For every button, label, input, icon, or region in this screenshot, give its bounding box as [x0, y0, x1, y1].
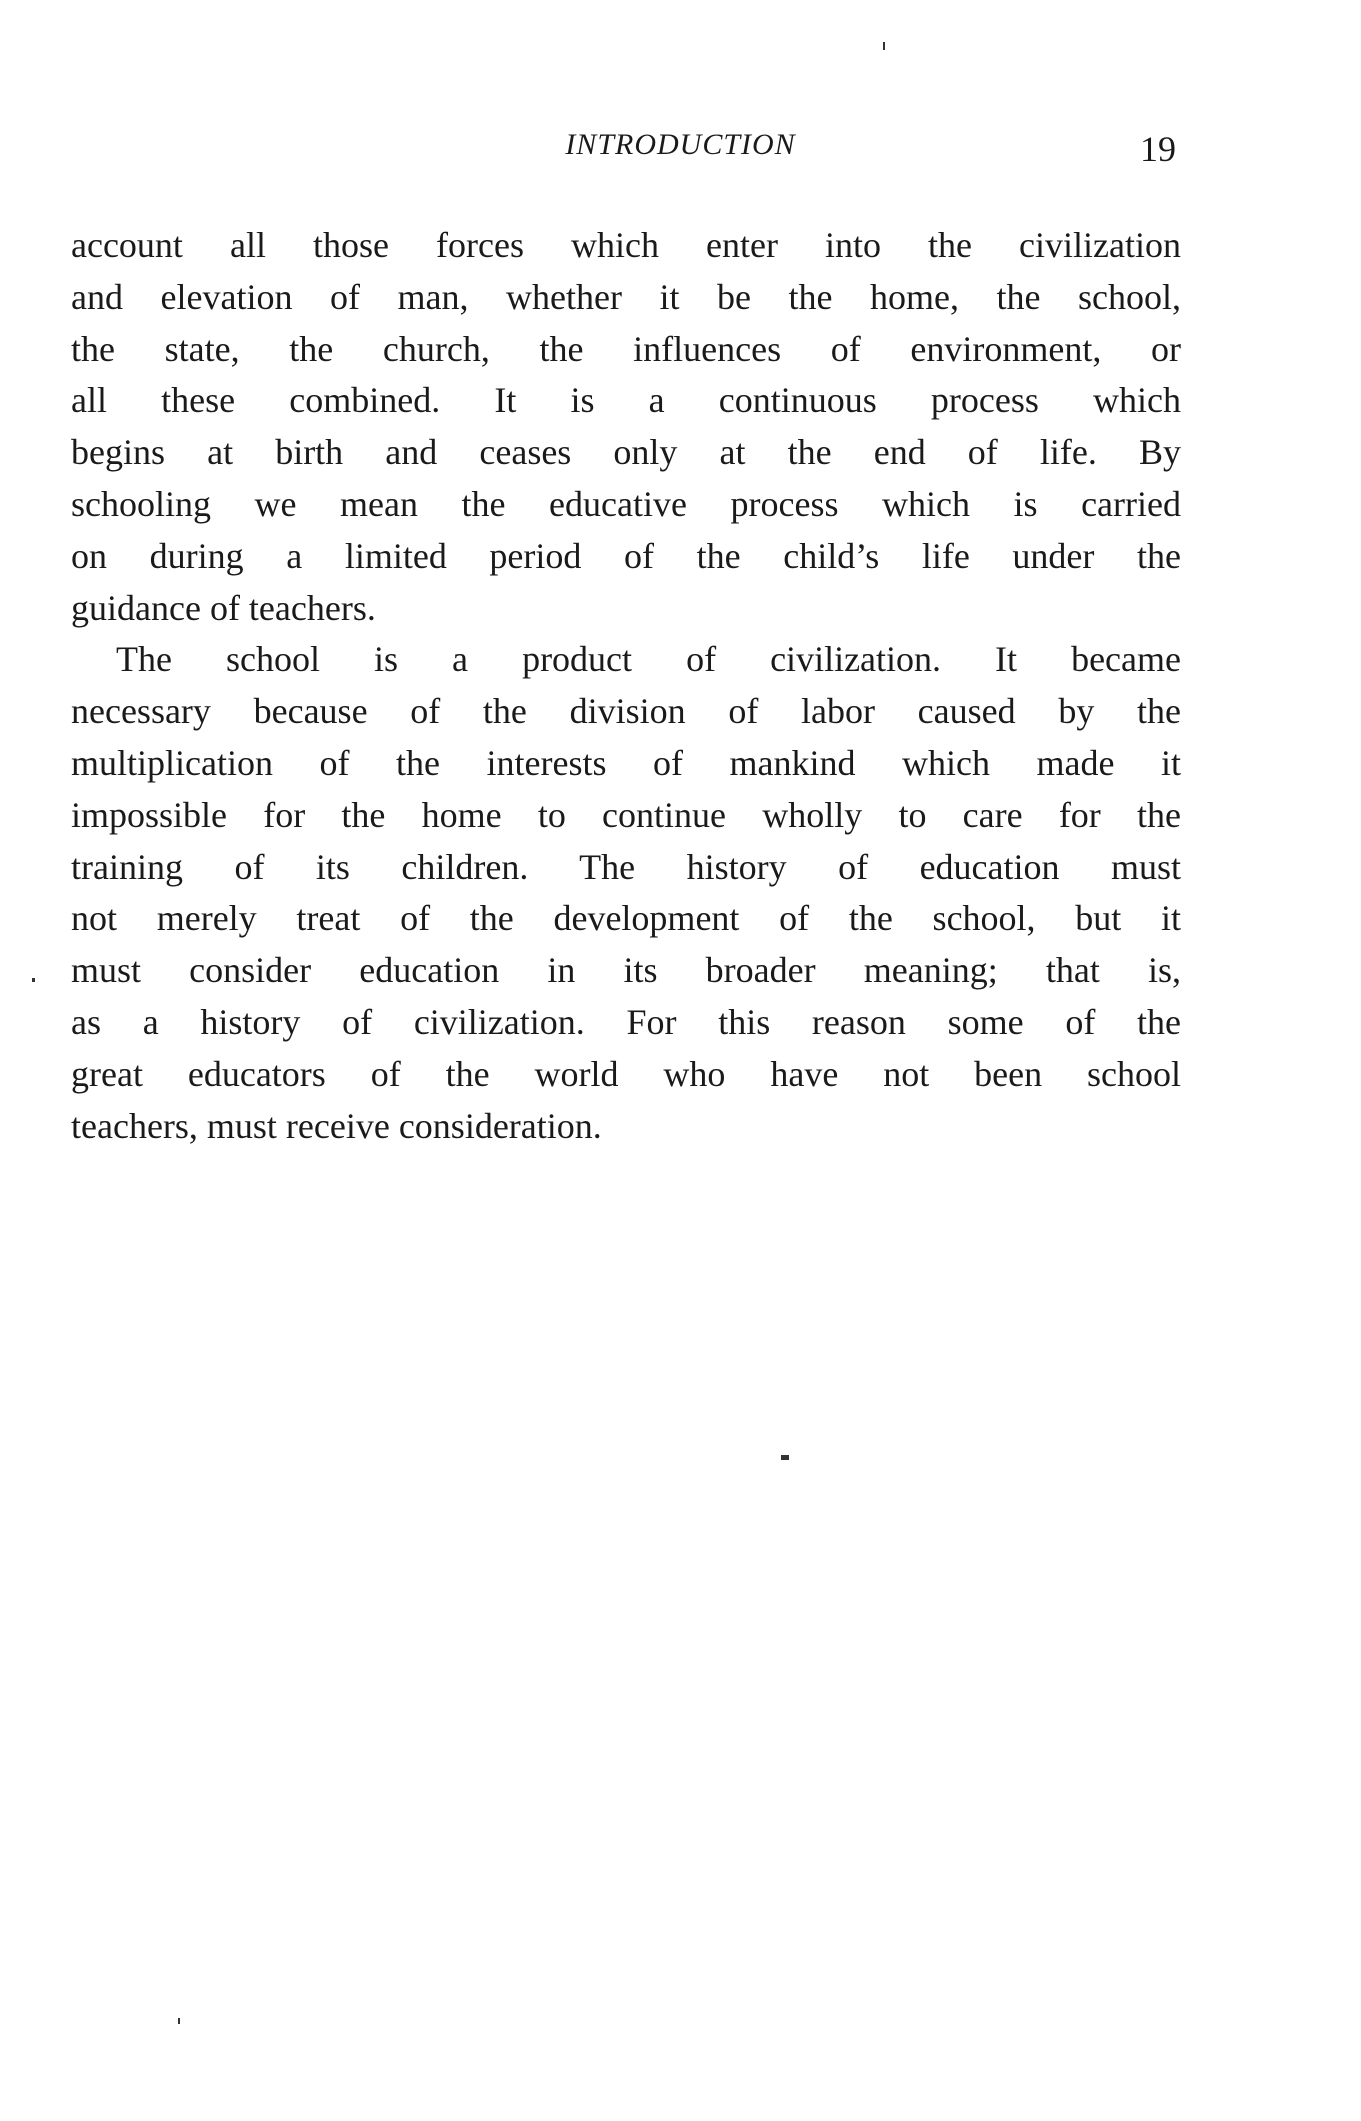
text-line: necessary because of the division of labor caused by the [71, 691, 1181, 732]
text-line: not merely treat of the development of the school, but it [71, 898, 1181, 939]
text-line: must consider education in its broader meaning; that is, [71, 950, 1181, 991]
text-line: The school is a product of civilization. It became [116, 639, 1181, 680]
text-line: and elevation of man, whether it be the home, the school, [71, 276, 1181, 317]
text-line: account all those forces which enter into the civilization [71, 225, 1181, 265]
text-line: impossible for the home to continue wholly to care for the [71, 794, 1181, 835]
scan-speck [32, 978, 35, 982]
body-text [71, 220, 1181, 1152]
scan-speck [883, 42, 885, 50]
text-line: great educators of the world who have not been school [71, 1053, 1181, 1094]
text-line: schooling we mean the educative process which is carried [71, 483, 1181, 524]
text-line: as a history of civilization. For this reason some of the [71, 1001, 1181, 1042]
page-number: 19 [1140, 129, 1176, 169]
running-head: INTRODUCTION [565, 128, 796, 161]
scan-speck [178, 2018, 180, 2024]
paragraph [71, 634, 1181, 1152]
text-line: all these combined. It is a continuous process which [71, 380, 1181, 421]
scan-speck [781, 1455, 789, 1460]
text-line: begins at birth and ceases only at the end of life. By [71, 432, 1181, 473]
text-line: multiplication of the interests of mankind which made it [71, 742, 1181, 783]
paragraph [71, 220, 1181, 634]
text-line: on during a limited period of the child’s life under the [71, 535, 1181, 576]
text-line: teachers, must receive consideration. [71, 1105, 602, 1146]
text-line: the state, the church, the influences of environment, or [71, 328, 1181, 369]
text-line: training of its children. The history of education must [71, 846, 1181, 887]
text-line: guidance of teachers. [71, 587, 376, 628]
